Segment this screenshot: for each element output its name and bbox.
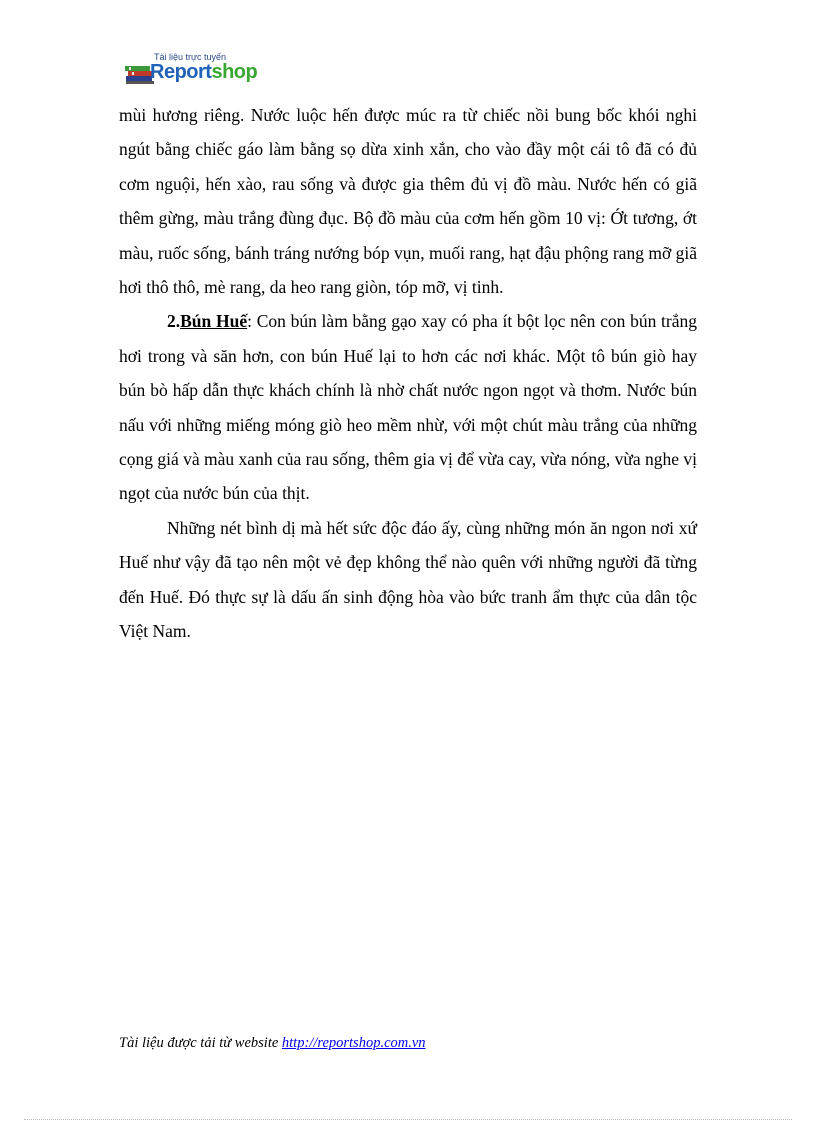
- logo-wordmark: [150, 61, 257, 83]
- logo-tagline: Tài liệu trực tuyến: [154, 52, 227, 62]
- page-footer: [119, 1035, 426, 1052]
- section-2-paragraph: [119, 304, 697, 510]
- section-2-text: : Con bún làm bằng gạo xay có pha ít bột lọc nên con bún trắng hơi trong và săn hơn, con bún Huế lại to hơn các nơi khác. Một tô bún giò hay bún bò hấp dẫn thực khách chính là nhờ chất nước ngon ngọt và thơm. Nước bún nấu với những miếng móng giò heo mềm nhừ, với một chút màu trắng của những cọng giá và màu xanh của rau sống, thêm gia vị để vừa cay, vừa nóng, vừa nghe vị ngọt của nước bún của thịt.: [119, 311, 698, 504]
- page-bottom-edge: [24, 1119, 792, 1120]
- logo-word-shop: shop: [211, 61, 258, 83]
- paragraph-1: mùi hương riêng. Nước luộc hến được múc ra từ chiếc nồi bung bốc khói nghi ngút bằng chiếc gáo làm bằng sọ dừa xinh xắn, cho vào đầy một cái tô đã có đủ cơm nguội, hến xào, rau sống và được gia thêm đủ vị đồ màu. Nước hến có giã thêm gừng, màu trắng đùng đục. Bộ đồ màu của cơm hến gồm 10 vị: Ớt tương, ớt màu, ruốc sống, bánh tráng nướng bóp vụn, muối rang, hạt đậu phộng rang mỡ giã hơi thô thô, mè rang, da heo rang giòn, tóp mỡ, vị tinh.: [119, 105, 697, 298]
- footer-prefix: Tài liệu được tải từ website: [119, 1035, 282, 1051]
- reportshop-logo: [120, 50, 280, 88]
- section-2-title: Bún Huế: [180, 311, 248, 332]
- section-2-number: 2.: [167, 311, 181, 332]
- footer-website-link[interactable]: http://reportshop.com.vn: [281, 1035, 426, 1051]
- document-body: [119, 98, 697, 649]
- paragraph-3: Những nét bình dị mà hết sức độc đáo ấy, cùng những món ăn ngon nơi xứ Huế như vậy đã tạo nên một vẻ đẹp không thể nào quên với những người đã từng đến Huế. Đó thực sự là dấu ấn sinh động hòa vào bức tranh ẩm thực của dân tộc Việt Nam.: [119, 517, 697, 642]
- logo-word-report: Report: [150, 61, 212, 83]
